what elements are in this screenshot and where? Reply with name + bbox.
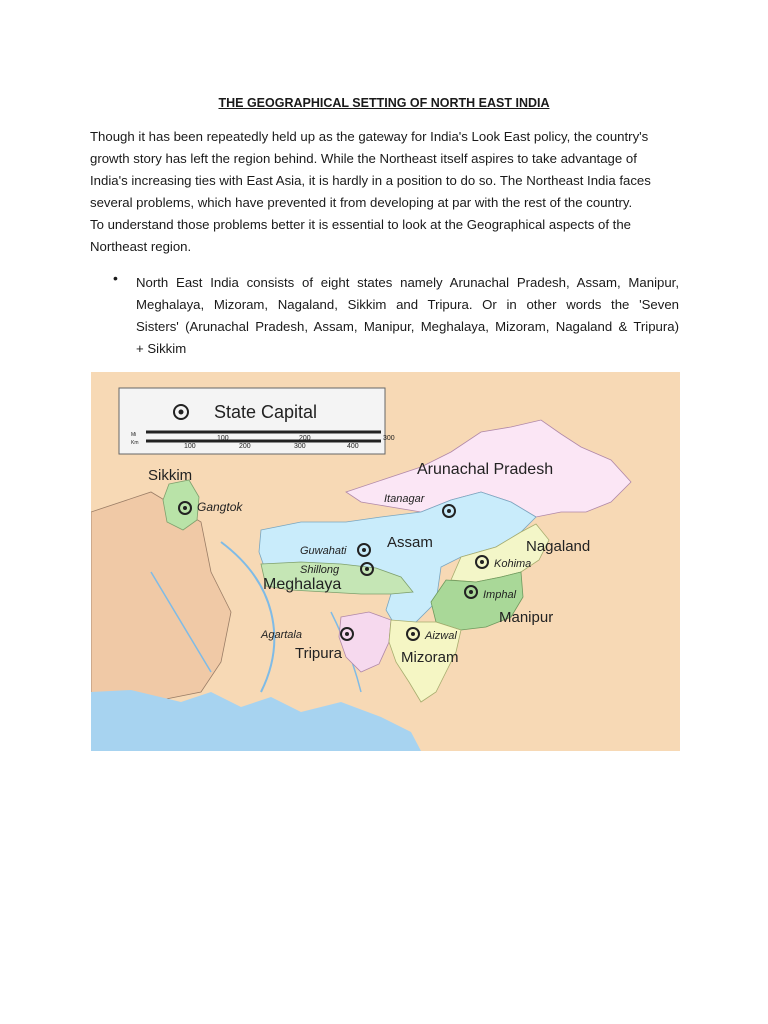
capital-label-itanagar: Itanagar <box>384 493 425 505</box>
scale-mi-tick: 300 <box>383 435 395 442</box>
paragraph-line: Though it has been repeatedly held up as the gateway for India's Look East policy, the country's <box>90 129 649 144</box>
scale-mi-label: Mi <box>131 432 137 438</box>
capital-label-gangtok: Gangtok <box>197 500 243 514</box>
paragraph-line: Northeast region. <box>90 239 192 254</box>
paragraph-line: several problems, which have prevented it from developing at par with the rest of the country. <box>90 195 633 210</box>
scale-km-tick: 400 <box>347 443 359 450</box>
capital-label-guwahati: Guwahati <box>300 545 347 557</box>
state-label-sikkim: Sikkim <box>148 467 193 484</box>
scale-km-tick: 300 <box>294 443 306 450</box>
state-label-mizoram: Mizoram <box>401 649 459 666</box>
bullet-line: North East India consists of eight states namely Arunachal Pradesh, Assam, Manipur, <box>136 275 679 290</box>
capital-label-kohima: Kohima <box>494 558 532 570</box>
scale-km-tick: 200 <box>239 443 251 450</box>
capital-label-agartala: Agartala <box>261 629 302 641</box>
capital-marker-icon <box>183 506 187 510</box>
state-label-manipur: Manipur <box>499 609 554 626</box>
capital-label-imphal: Imphal <box>483 589 517 601</box>
state-label-arunachal-pradesh: Arunachal Pradesh <box>417 461 554 478</box>
legend-title: State Capital <box>214 402 318 422</box>
capital-marker-icon <box>365 567 369 571</box>
capital-label-shillong: Shillong <box>300 564 340 576</box>
capital-marker-icon <box>411 632 415 636</box>
paragraph-line: India's increasing ties with East Asia, it is hardly in a position to do so. The Northeast India faces <box>90 173 651 188</box>
intro-paragraph <box>90 126 682 258</box>
bullet-line: Meghalaya, Mizoram, Nagaland, Sikkim and Tripura. Or in other words the 'Seven <box>136 297 679 312</box>
bullet-line: + Sikkim <box>136 341 187 356</box>
northeast-india-map <box>91 372 680 751</box>
capital-label-aizawl: Aizwal <box>425 630 457 642</box>
scale-mi-tick: 100 <box>217 435 229 442</box>
capital-marker-icon <box>362 548 366 552</box>
state-label-assam: Assam <box>387 534 433 551</box>
state-label-nagaland: Nagaland <box>526 538 591 555</box>
document-title: THE GEOGRAPHICAL SETTING OF NORTH EAST INDIA <box>218 96 550 110</box>
capital-marker-icon <box>345 632 349 636</box>
bullet-line: Sisters' (Arunachal Pradesh, Assam, Manipur, Meghalaya, Mizoram, Nagaland & Tripura) <box>136 319 679 334</box>
state-label-tripura: Tripura <box>295 645 342 662</box>
map-svg <box>91 372 680 751</box>
bullet-marker: • <box>113 270 118 286</box>
scale-km-label: Km <box>131 440 139 446</box>
state-label-meghalaya: Meghalaya <box>263 576 342 593</box>
bullet-item-states <box>136 272 679 360</box>
capital-marker-icon <box>447 509 451 513</box>
capital-marker-icon <box>469 590 473 594</box>
paragraph-line: growth story has left the region behind. While the Northeast itself aspires to take advantage of <box>90 151 637 166</box>
scale-km-tick: 100 <box>184 443 196 450</box>
capital-marker-icon <box>179 410 184 415</box>
scale-mi-tick: 200 <box>299 435 311 442</box>
paragraph-line: To understand those problems better it is essential to look at the Geographical aspects of the <box>90 217 632 232</box>
capital-marker-icon <box>480 560 484 564</box>
